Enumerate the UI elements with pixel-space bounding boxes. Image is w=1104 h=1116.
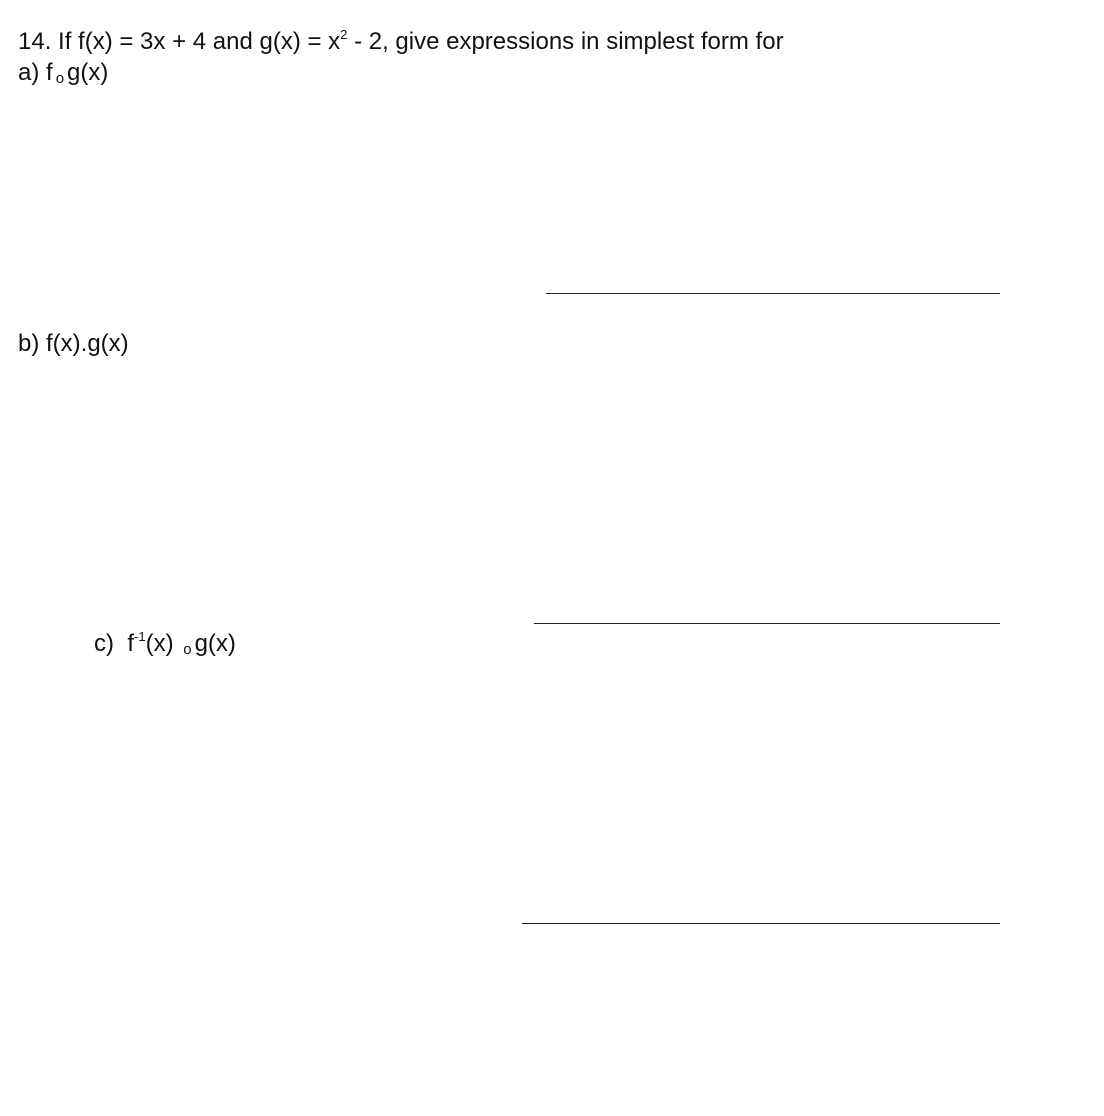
- part-c-prompt: [94, 630, 236, 664]
- part-a-prompt: [18, 59, 108, 93]
- part-b-prompt: [18, 330, 129, 358]
- part-b-expression: f(x).g(x): [46, 330, 129, 357]
- part-b-label: b): [18, 330, 40, 357]
- question-text-part-1: If f(x) = 3x + 4 and g(x) = x: [58, 28, 341, 55]
- composition-symbol: o: [55, 70, 65, 87]
- part-a-label: a): [18, 59, 40, 86]
- part-a-answer-line[interactable]: [546, 293, 1000, 294]
- part-c-f: f: [127, 630, 135, 657]
- part-c-answer-line[interactable]: [522, 923, 1000, 924]
- part-c-g: g(x): [194, 630, 236, 657]
- question-text-part-2: - 2, give expressions in simplest form for: [347, 28, 784, 55]
- part-c-label: c): [94, 630, 114, 657]
- part-a-f: f: [46, 59, 53, 86]
- part-b-answer-line[interactable]: [534, 623, 1000, 624]
- question-number: 14.: [18, 28, 52, 55]
- part-a-g: g(x): [67, 59, 109, 86]
- composition-symbol: o: [183, 641, 192, 658]
- part-c-fx-rest: (x): [145, 630, 174, 657]
- question-stem: [18, 28, 784, 56]
- square-exponent: 2: [340, 27, 348, 42]
- inverse-exponent: -1: [134, 629, 146, 644]
